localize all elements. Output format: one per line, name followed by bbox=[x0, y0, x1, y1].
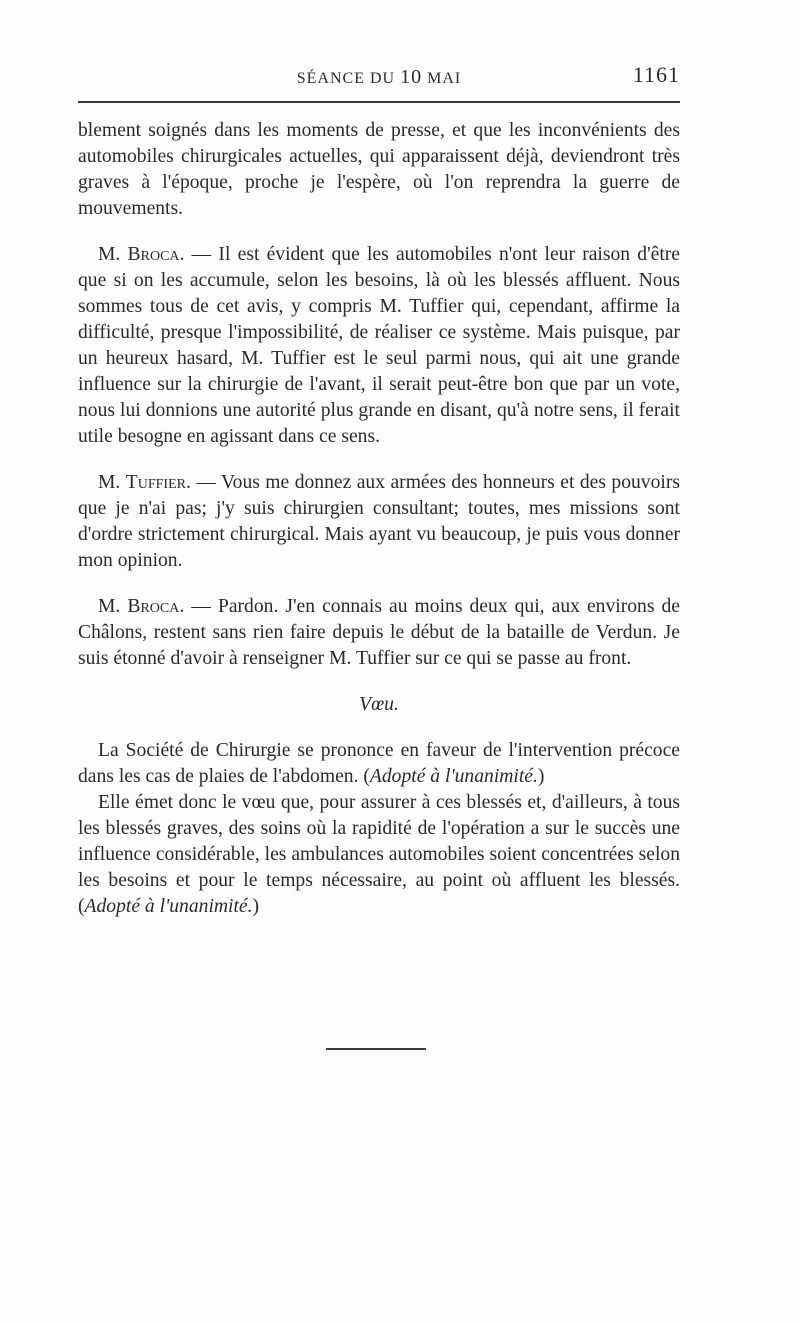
paragraph-text: . — Vous me donnez aux armées des honneurs et des pouvoirs que je n'ai pas; j'y suis chirurgien consultant; toutes, mes missions sont d'ordre strictement chirurgical. Mais ayant vu beaucoup, je puis vous donner mon opinion. bbox=[78, 472, 680, 571]
paragraph-broca-2 bbox=[78, 594, 680, 672]
adoption-note: Adopté à l'unanimité. bbox=[369, 766, 538, 787]
speaker-prefix: M. bbox=[98, 596, 128, 617]
adoption-close: ) bbox=[252, 896, 260, 917]
paragraph-broca-1 bbox=[78, 242, 680, 450]
adoption-close: ) bbox=[537, 766, 545, 787]
page-number: 1161 bbox=[632, 62, 680, 87]
vote-heading: Vœu. bbox=[359, 694, 399, 715]
paragraph-vote-2 bbox=[78, 790, 680, 920]
speaker-name: Broca bbox=[127, 244, 180, 265]
speaker-prefix: M. bbox=[98, 472, 126, 493]
paragraph-tuffier bbox=[78, 470, 680, 574]
speaker-name: Broca bbox=[127, 596, 180, 617]
paragraph-text: La Société de Chirurgie se prononce en faveur de l'intervention précoce dans les cas de plaies de l'abdomen. ( bbox=[78, 740, 680, 787]
end-rule bbox=[326, 1048, 426, 1050]
paragraph-continuation: blement soignés dans les moments de presse, et que les inconvénients des automobiles chirurgicales actuelles, qui apparaissent déjà, deviendront très graves à l'époque, proche je l'espère, où l'on reprendra la guerre de mouvements. bbox=[78, 120, 680, 219]
adoption-note: Adopté à l'unanimité. bbox=[84, 896, 253, 917]
running-title-month: MAI bbox=[427, 70, 462, 87]
speaker-prefix: M. bbox=[98, 244, 128, 265]
speaker-name: Tuffier bbox=[125, 472, 186, 493]
paragraph-text: . — Il est évident que les automobiles n'ont leur raison d'être que si on les accumule, selon les besoins, là où les blessés affluent. Nous sommes tous de cet avis, y compris M. Tuffier qui, cependant, affirme la difficulté, presque l'impossibilité, de réaliser ce système. Mais puisque, par un heureux hasard, M. Tuffier est le seul parmi nous, qui ait une grande influence sur la chirurgie de l'avant, il serait peut-être bon que par un vote, nous lui donnions une autorité plus grande en disant, qu'à notre sens, il ferait utile besogne en agissant dans ce sens. bbox=[78, 244, 680, 447]
header-rule bbox=[78, 101, 680, 103]
body-text bbox=[78, 118, 680, 920]
running-title-day: 10 bbox=[400, 66, 423, 88]
running-title-prefix: SÉANCE DU bbox=[296, 70, 396, 87]
paragraph-text: . — Pardon. J'en connais au moins deux qui, aux environs de Châlons, restent sans rien faire depuis le début de la bataille de Verdun. Je suis étonné d'avoir à renseigner M. Tuffier sur ce qui se passe au front. bbox=[78, 596, 680, 669]
paragraph-vote-1 bbox=[78, 738, 680, 790]
paragraph-text: Elle émet donc le vœu que, pour assurer à ces blessés et, d'ailleurs, à tous les blessés graves, des soins où la rapidité de l'opération a sur le succès une influence considérable, les ambulances automobiles soient concentrées selon les besoins et pour le temps nécessaire, au point où affluent les blessés. ( bbox=[78, 792, 680, 917]
running-title bbox=[78, 66, 680, 89]
running-header bbox=[78, 62, 680, 92]
